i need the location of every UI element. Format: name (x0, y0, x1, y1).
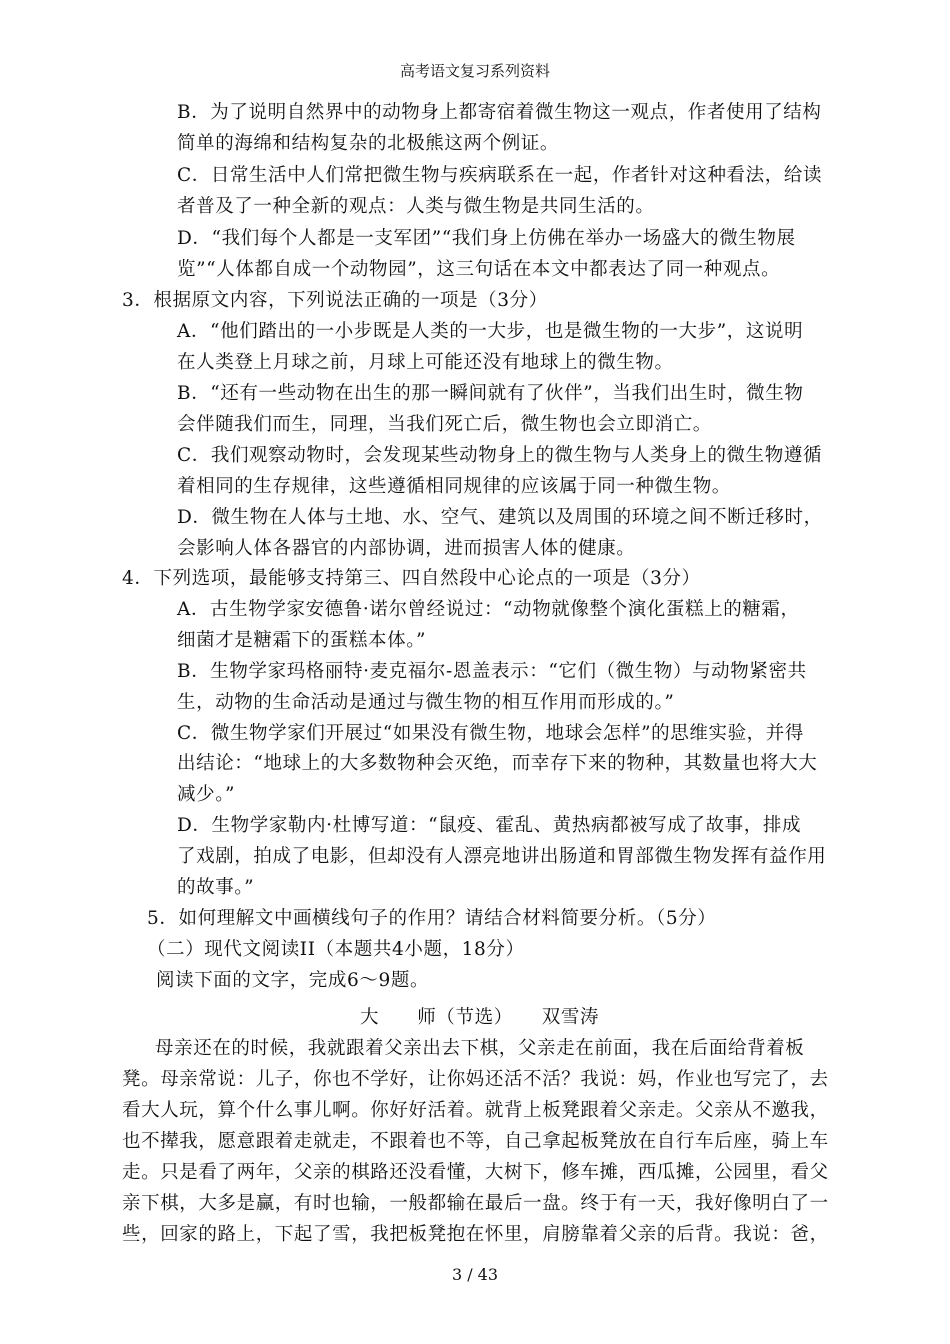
page-number: 3 / 43 (451, 1265, 499, 1284)
text-line-q4a-2: 细菌才是糖霜下的蛋糕本体。” (177, 630, 427, 651)
page-header: 高考语文复习系列资料 (399, 62, 550, 80)
text-line-p-4: 也不撵我，愿意跟着走就走，不跟着也不等，自己拿起板凳放在自行车后座，骑上车 (122, 1131, 829, 1152)
text-line-q4c-2: 出结论：“地球上的大多数物种会灭绝，而幸存下来的物种，其数量也将大大 (177, 753, 818, 774)
text-line-q4: 4．下列选项，最能够支持第三、四自然段中心论点的一项是（3分） (122, 568, 701, 589)
text-line-q4b-1: B．生物学家玛格丽特·麦克福尔-恩盖表示：“它们（微生物）与动物紧密共 (177, 661, 807, 682)
text-line-q4a-1: A．古生物学家安德鲁·诺尔曾经说过：“动物就像整个演化蛋糕上的糖霜， (177, 599, 800, 620)
text-line-q5: 5．如何理解文中画横线句子的作用？请结合材料简要分析。（5分） (147, 908, 717, 929)
text-line-p-3: 看大人玩，算个什么事儿啊。你好好活着。就背上板凳跟着父亲走。父亲从不邀我， (122, 1100, 829, 1121)
text-line-q3: 3．根据原文内容，下列说法正确的一项是（3分） (122, 290, 548, 311)
text-line-q4d-2: 了戏剧，拍成了电影，但却没有人漂亮地讲出肠道和胃部微生物发挥有益作用 (177, 846, 827, 867)
text-line-q3b-1: B．“还有一些动物在出生的那一瞬间就有了伙伴”，当我们出生时，微生物 (177, 383, 804, 404)
text-line-q4c-3: 减少。” (177, 784, 236, 805)
text-line-sec2: （二）现代文阅读II（本题共4小题，18分） (147, 939, 525, 960)
text-line-p-1: 母亲还在的时候，我就跟着父亲出去下棋，父亲走在前面，我在后面给背着板 (155, 1038, 805, 1059)
text-line-p-2: 凳。母亲常说：儿子，你也不学好，让你妈还活不活？我说：妈，作业也写完了，去 (122, 1069, 829, 1090)
text-line-q4d-3: 的故事。” (177, 877, 255, 898)
text-line-q3a-1: A．“他们踏出的一小步既是人类的一大步，也是微生物的一大步”，这说明 (177, 321, 804, 342)
text-line-instr: 阅读下面的文字，完成6～9题。 (156, 970, 430, 991)
text-line-q2d-1: D．“我们每个人都是一支军团”“我们身上仿佛在举办一场盛大的微生物展 (177, 228, 796, 249)
text-line-q3d-1: D．微生物在人体与土地、水、空气、建筑以及周围的环境之间不断迁移时， (177, 507, 823, 528)
text-line-q3b-2: 会伴随我们而生，同理，当我们死亡后，微生物也会立即消亡。 (177, 414, 712, 435)
text-line-q3d-2: 会影响人体各器官的内部协调，进而损害人体的健康。 (177, 538, 636, 559)
text-line-p-7: 些，回家的路上，下起了雪，我把板凳抱在怀里，肩膀靠着父亲的后背。我说：爸， (122, 1224, 829, 1245)
text-line-title: 大 师（节选） 双雪涛 (360, 1007, 600, 1028)
text-line-q2d-2: 览”“人体都自成一个动物园”，这三句话在本文中都表达了同一种观点。 (177, 259, 781, 280)
text-line-q3c-1: C．我们观察动物时，会发现某些动物身上的微生物与人类身上的微生物遵循 (177, 445, 823, 466)
text-line-q3c-2: 着相同的生存规律，这些遵循相同规律的应该属于同一种微生物。 (177, 476, 731, 497)
text-line-q4d-1: D．生物学家勒内·杜博写道：“鼠疫、霍乱、黄热病都被写成了故事，排成 (177, 815, 802, 836)
text-line-q4c-1: C．微生物学家们开展过“如果没有微生物，地球会怎样”的思维实验，并得 (177, 723, 804, 744)
text-line-q2c-2: 者普及了一种全新的观点：人类与微生物是共同生活的。 (177, 196, 655, 217)
text-line-p-6: 亲下棋，大多是赢，有时也输，一般都输在最后一盘。终于有一天，我好像明白了一 (122, 1193, 829, 1214)
text-line-q2c-1: C．日常生活中人们常把微生物与疾病联系在一起，作者针对这种看法，给读 (177, 165, 823, 186)
text-line-q4b-2: 生，动物的生命活动是通过与微生物的相互作用而形成的。” (177, 692, 675, 713)
text-line-q3a-2: 在人类登上月球之前，月球上可能还没有地球上的微生物。 (177, 352, 674, 373)
text-line-q2b-2: 简单的海绵和结构复杂的北极熊这两个例证。 (177, 133, 560, 154)
text-line-q2b-1: B．为了说明自然界中的动物身上都寄宿着微生物这一观点，作者使用了结构 (177, 102, 822, 123)
text-line-p-5: 走。只是看了两年，父亲的棋路还没看懂，大树下，修车摊，西瓜摊，公园里，看父 (122, 1162, 829, 1183)
